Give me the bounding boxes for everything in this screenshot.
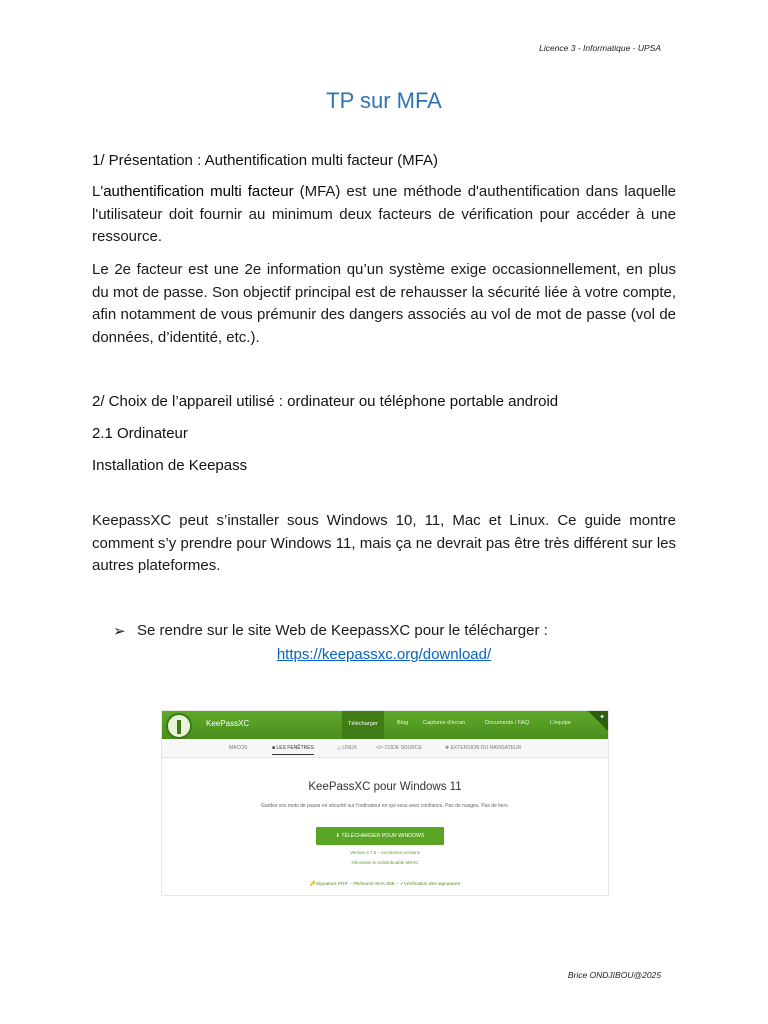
page-title: TP sur MFA	[326, 88, 442, 113]
subsection-installation: Installation de Keepass	[92, 457, 248, 474]
key-icon: 🔑	[309, 882, 316, 887]
download-link[interactable]: https://keepassxc.org/download/	[276, 646, 492, 663]
windows-icon: ■	[272, 745, 277, 751]
nav-blog[interactable]: Blog	[397, 720, 409, 726]
puzzle-icon: ✚	[445, 745, 451, 751]
nav-telecharger[interactable]: Télécharger	[342, 711, 384, 739]
tab-label: CODE SOURCE	[384, 745, 422, 751]
section2-heading: 2/ Choix de l’appareil utilisé : ordinateur ou téléphone portable android	[92, 393, 559, 410]
tab-macos[interactable]	[229, 745, 247, 751]
hash-icon: #	[353, 882, 356, 887]
tab-extension[interactable]	[445, 745, 521, 751]
page-header: Licence 3 - Informatique - UPSA	[539, 43, 661, 53]
p1-bold-term: authentification multi facteur	[103, 183, 294, 200]
download-link-row	[0, 646, 768, 663]
tab-windows[interactable]	[272, 745, 314, 755]
nav-captures[interactable]: Captures d'écran	[423, 720, 466, 726]
corner-ribbon	[588, 711, 608, 731]
download-heading: KeePassXC pour Windows 11	[308, 781, 462, 793]
keepassxc-screenshot	[161, 710, 609, 896]
download-description: Gardez vos mots de passe en sécurité sur l'ordinateur en qui vous avez confiance. Pas de nuages. Pas de tiers.	[260, 803, 510, 809]
sha256-link[interactable]: Résumé SHA-256	[355, 882, 395, 887]
tab-label: EXTENSION DU NAVIGATEUR	[450, 745, 522, 751]
section1-heading: 1/ Présentation : Authentification multi facteur (MFA)	[92, 152, 438, 169]
separator: –	[349, 882, 354, 887]
nav-documents[interactable]: Documents / FAQ	[485, 720, 530, 726]
tab-label: LES FENÊTRES	[276, 745, 314, 751]
bullet-text: Se rendre sur le site Web de KeepassXC pour le télécharger :	[137, 622, 548, 639]
page-footer: Brice ONDJIBOU@2025	[567, 970, 661, 980]
tab-source[interactable]	[376, 745, 422, 751]
site-brand: KeePassXC	[206, 719, 250, 728]
linux-icon: △	[337, 745, 343, 751]
code-icon: </>	[376, 745, 385, 751]
check-icon: ✓	[399, 882, 404, 887]
signature-links	[162, 882, 608, 887]
section1-paragraph-1	[92, 181, 676, 249]
site-navbar	[162, 711, 608, 739]
download-button-label: TÉLÉCHARGER POUR WINDOWS	[341, 833, 425, 839]
subsection-ordinateur: 2.1 Ordinateur	[92, 425, 188, 442]
puzzle-icon: ✦	[599, 714, 605, 721]
section2-paragraph: KeepassXC peut s’installer sous Windows 10, 11, Mac et Linux. Ce guide montre comment s’y prendre pour Windows 11, mais ça ne devrait pas être très différent sur les autres plateformes.	[92, 512, 676, 574]
section1-paragraph-2: Le 2e facteur est une 2e information qu’un système exige occasionnellement, en plus du mot de passe. Son objectif principal est de rehausser la sécurité liée à votre compte, afin notamment de vous prémunir des dangers associés au vol de mot de passe (vol de données, d’identité, etc.).	[92, 261, 676, 346]
p1-prefix: L'	[92, 183, 104, 200]
nav-equipe[interactable]: L'équipe	[550, 720, 571, 726]
p1-rest: (MFA) est une méthode d'authentification dans laquelle l'utilisateur doit fournir au minimum deux facteurs de vérification pour accéder à une ressource.	[92, 183, 676, 245]
platform-tabs	[162, 739, 608, 758]
tab-label: LINUX	[342, 745, 357, 751]
tab-linux[interactable]	[337, 745, 357, 751]
keepassxc-logo-icon	[166, 713, 192, 739]
version-info[interactable]: Version 2.7.6 – Anciennes versions	[349, 850, 421, 855]
separator: –	[395, 882, 400, 887]
msvc-requirement[interactable]: Nécessite le redistribuable MSVC	[351, 860, 419, 865]
arrow-bullet-icon: ➢	[113, 623, 126, 640]
pgp-signature-link[interactable]: Signature PGP	[315, 882, 348, 887]
download-windows-button[interactable]	[316, 827, 444, 845]
verify-link[interactable]: Vérification des signatures	[403, 882, 461, 887]
tab-label: MACOS	[229, 745, 248, 751]
download-icon: ⬇	[335, 833, 342, 839]
